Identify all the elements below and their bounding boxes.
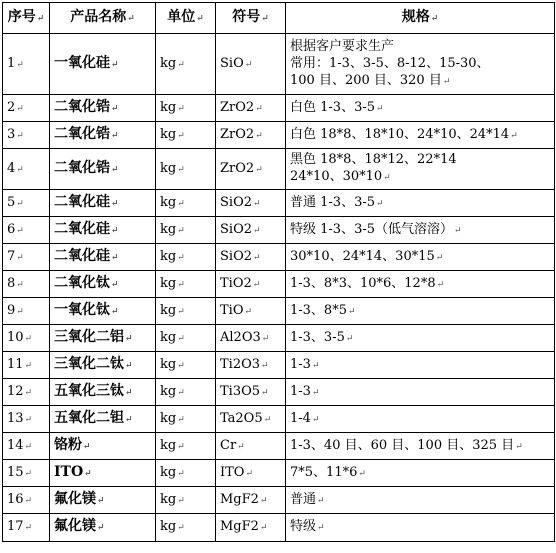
cell-seq: 9↵ — [3, 298, 50, 325]
header-name: 产品名称↵ — [50, 3, 156, 34]
cell-spec — [286, 244, 555, 271]
table-row — [3, 271, 555, 298]
cell-unit: kg↵ — [156, 244, 216, 271]
cell-seq: 4↵ — [3, 149, 50, 190]
cell-spec — [286, 149, 555, 190]
cell-symbol: ZrO2↵ — [216, 149, 286, 190]
cell-seq: 15↵ — [3, 460, 50, 487]
spec-line: 1-3、3-5↵ — [290, 329, 354, 345]
cell-name: 五氧化三钛↵ — [50, 379, 156, 406]
cell-unit: kg↵ — [156, 122, 216, 149]
cell-spec — [286, 514, 555, 542]
cell-name: 五氧化二钽↵ — [50, 406, 156, 433]
header-spec: 规格↵ — [286, 3, 555, 34]
table-row — [3, 433, 555, 460]
spec-line: 100 目、200 目、320 目↵ — [290, 72, 451, 88]
table-row — [3, 298, 555, 325]
table-row — [3, 95, 555, 122]
cell-spec — [286, 352, 555, 379]
table-row — [3, 34, 555, 95]
cell-spec — [286, 271, 555, 298]
cell-name: ITO↵ — [50, 460, 156, 487]
cell-unit: kg↵ — [156, 95, 216, 122]
header-symbol: 符号↵ — [216, 3, 286, 34]
cell-symbol: ZrO2↵ — [216, 122, 286, 149]
header-row — [3, 3, 555, 34]
spec-line: 黑色 18*8、18*12、22*14 — [290, 152, 457, 167]
cell-unit: kg↵ — [156, 34, 216, 95]
table-row — [3, 379, 555, 406]
cell-name: 二氧化锆↵ — [50, 95, 156, 122]
spec-line: 普通 1-3、3-5↵ — [290, 194, 384, 210]
table-row — [3, 352, 555, 379]
cell-seq: 1↵ — [3, 34, 50, 95]
cell-spec — [286, 298, 555, 325]
cell-symbol: TiO2↵ — [216, 271, 286, 298]
cell-symbol: ZrO2↵ — [216, 95, 286, 122]
cell-unit: kg↵ — [156, 271, 216, 298]
spec-line: 1-4↵ — [290, 410, 320, 426]
cell-unit: kg↵ — [156, 433, 216, 460]
cell-seq: 11↵ — [3, 352, 50, 379]
spec-line: 特级↵ — [290, 519, 325, 534]
cell-unit: kg↵ — [156, 460, 216, 487]
cell-name: 三氧化二钛↵ — [50, 352, 156, 379]
cell-symbol: Al2O3↵ — [216, 325, 286, 352]
cell-name: 二氧化锆↵ — [50, 122, 156, 149]
cell-name: 一氧化硅↵ — [50, 34, 156, 95]
cell-unit: kg↵ — [156, 149, 216, 190]
spec-line: 根据客户要求生产 — [290, 38, 395, 54]
spec-line: 24*10、30*10↵ — [290, 169, 391, 184]
table-row — [3, 149, 555, 190]
table-body — [3, 34, 555, 542]
product-spec-table — [2, 2, 555, 542]
cell-spec — [286, 34, 555, 95]
table-row — [3, 122, 555, 149]
cell-seq: 7↵ — [3, 244, 50, 271]
spec-line: 1-3、40 目、60 目、100 目、325 目↵ — [290, 437, 523, 453]
cell-unit: kg↵ — [156, 514, 216, 542]
cell-unit: kg↵ — [156, 406, 216, 433]
spec-line: 白色 1-3、3-5↵ — [290, 99, 384, 115]
table-row — [3, 325, 555, 352]
header-seq: 序号↵ — [3, 3, 50, 34]
cell-unit: kg↵ — [156, 487, 216, 514]
spec-line: 1-3、8*3、10*6、12*8↵ — [290, 275, 445, 291]
table-row — [3, 460, 555, 487]
cell-seq: 12↵ — [3, 379, 50, 406]
spec-line: 普通↵ — [290, 491, 325, 507]
cell-spec — [286, 379, 555, 406]
cell-seq: 10↵ — [3, 325, 50, 352]
cell-symbol: SiO2↵ — [216, 190, 286, 217]
cell-name: 二氧化钛↵ — [50, 271, 156, 298]
cell-symbol: TiO↵ — [216, 298, 286, 325]
cell-spec — [286, 217, 555, 244]
cell-name: 铬粉↵ — [50, 433, 156, 460]
cell-seq: 6↵ — [3, 217, 50, 244]
spec-line: 1-3↵ — [290, 383, 320, 399]
spec-line: 常用：1-3、3-5、8-12、15-30、 — [290, 55, 490, 71]
cell-spec — [286, 190, 555, 217]
cell-unit: kg↵ — [156, 379, 216, 406]
cell-spec — [286, 487, 555, 514]
cell-unit: kg↵ — [156, 190, 216, 217]
spec-line: 特级 1-3、3-5（低气溶溶）↵ — [290, 221, 462, 237]
cell-symbol: Ti2O3↵ — [216, 352, 286, 379]
spec-line: 7*5、11*6↵ — [290, 464, 366, 480]
cell-name: 二氧化硅↵ — [50, 190, 156, 217]
cell-symbol: SiO2↵ — [216, 244, 286, 271]
cell-symbol: MgF2↵ — [216, 514, 286, 542]
cell-symbol: SiO2↵ — [216, 217, 286, 244]
cell-unit: kg↵ — [156, 298, 216, 325]
cell-seq: 13↵ — [3, 406, 50, 433]
cell-name: 一氧化钛↵ — [50, 298, 156, 325]
cell-name: 二氧化硅↵ — [50, 244, 156, 271]
spec-line: 白色 18*8、18*10、24*10、24*14↵ — [290, 126, 518, 142]
cell-seq: 2↵ — [3, 95, 50, 122]
cell-symbol: Ti3O5↵ — [216, 379, 286, 406]
cell-seq: 17↵ — [3, 514, 50, 542]
cell-seq: 3↵ — [3, 122, 50, 149]
cell-unit: kg↵ — [156, 325, 216, 352]
cell-seq: 14↵ — [3, 433, 50, 460]
cell-seq: 5↵ — [3, 190, 50, 217]
cell-name: 氟化镁↵ — [50, 514, 156, 542]
table-row — [3, 244, 555, 271]
cell-unit: kg↵ — [156, 217, 216, 244]
cell-symbol: Cr↵ — [216, 433, 286, 460]
cell-symbol: MgF2↵ — [216, 487, 286, 514]
header-unit: 单位↵ — [156, 3, 216, 34]
cell-spec — [286, 406, 555, 433]
cell-spec — [286, 460, 555, 487]
cell-symbol: SiO↵ — [216, 34, 286, 95]
spec-line: 30*10、24*14、30*15↵ — [290, 248, 444, 264]
cell-name: 氟化镁↵ — [50, 487, 156, 514]
table-row — [3, 514, 555, 542]
cell-spec — [286, 325, 555, 352]
cell-name: 二氧化锆↵ — [50, 149, 156, 190]
cell-seq: 8↵ — [3, 271, 50, 298]
cell-symbol: ITO↵ — [216, 460, 286, 487]
cell-name: 二氧化硅↵ — [50, 217, 156, 244]
table-row — [3, 190, 555, 217]
table-row — [3, 487, 555, 514]
table-row — [3, 217, 555, 244]
cell-symbol: Ta2O5↵ — [216, 406, 286, 433]
cell-spec — [286, 122, 555, 149]
spec-line: 1-3↵ — [290, 356, 320, 372]
cell-unit: kg↵ — [156, 352, 216, 379]
cell-spec — [286, 95, 555, 122]
cell-spec — [286, 433, 555, 460]
cell-name: 三氧化二铝↵ — [50, 325, 156, 352]
spec-line: 1-3、8*5↵ — [290, 302, 356, 318]
cell-seq: 16↵ — [3, 487, 50, 514]
table-row — [3, 406, 555, 433]
